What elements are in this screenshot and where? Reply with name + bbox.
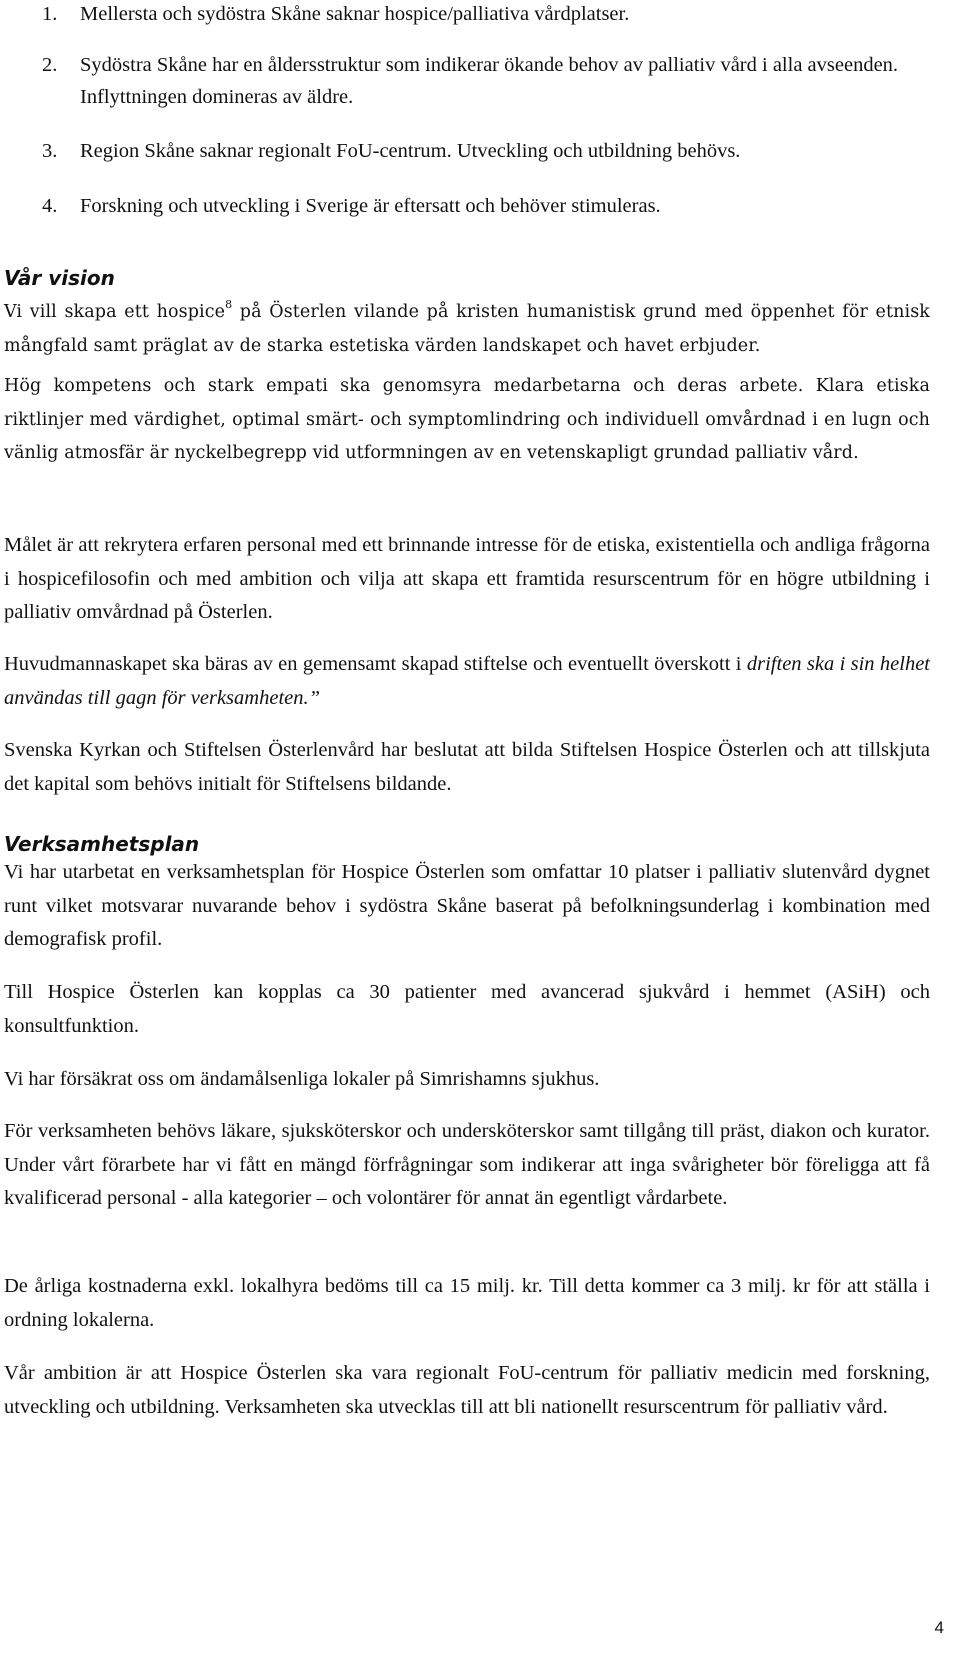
vision-paragraph-5: Svenska Kyrkan och Stiftelsen Österlenvård har beslutat att bilda Stiftelsen Hospice Österlen och att tillskjuta det kapital som behövs initialt för Stiftelsens bildande. xyxy=(4,739,930,795)
list-item xyxy=(42,49,938,113)
plan-paragraph-4: För verksamheten behövs läkare, sjuksköterskor och undersköterskor samt tillgång till präst, diakon och kurator. Under vårt förarbete har vi fått en mängd förfrågningar som indikerar att inga svårigheter bör föreligga att få kvalificerad personal - alla kategorier – och volontärer för annat än egentligt vårdarbete. xyxy=(4,1120,930,1209)
plan-heading: Verksamhetsplan xyxy=(4,832,200,856)
plan-paragraph-1: Vi har utarbetat en verksamhetsplan för Hospice Österlen som omfattar 10 platser i palliativ slutenvård dygnet runt vilket motsvarar nuvarande behov i sydöstra Skåne baserat på befolkningsunderlag i kombination med demografisk profil. xyxy=(4,861,930,950)
vision-paragraph-2: Hög kompetens och stark empati ska genomsyra medarbetarna och deras arbete. Klara etiska riktlinjer med värdighet, optimal smärt- och symptomlindring och individuell omvårdnad i en lugn och vänlig atmosfär är nyckelbegrepp vid utformningen av en vetenskapligt grundad palliativ vård. xyxy=(4,376,930,463)
plan-paragraph-3: Vi har försäkrat oss om ändamålsenliga lokaler på Simrishamns sjukhus. xyxy=(4,1068,600,1090)
list-text: Forskning och utveckling i Sverige är eftersatt och behöver stimuleras. xyxy=(80,195,661,217)
list-number: 2. xyxy=(42,54,58,76)
plan-paragraph-5: De årliga kostnaderna exkl. lokalhyra bedöms till ca 15 milj. kr. Till detta kommer ca 3 milj. kr för att ställa i ordning lokalerna. xyxy=(4,1275,930,1331)
list-number: 1. xyxy=(42,3,58,25)
list-item xyxy=(42,0,938,31)
vision-paragraph-3: Målet är att rekrytera erfaren personal med ett brinnande intresse för de etiska, existentiella och andliga frågorna i hospicefilosofin och med ambition och vilja att skapa ett framtida resurscentrum för en högre utbildning i palliativ omvårdnad på Österlen. xyxy=(4,534,930,623)
list-item xyxy=(42,135,938,168)
list-number: 3. xyxy=(42,140,58,162)
page-number: 4 xyxy=(934,1618,944,1637)
plan-paragraph-6: Vår ambition är att Hospice Österlen ska vara regionalt FoU-centrum för palliativ medicin med forskning, utveckling och utbildning. Verksamheten ska utvecklas till att bli nationellt resurscentrum för palliativ vård. xyxy=(4,1362,930,1418)
vision-heading: Vår vision xyxy=(4,266,115,290)
list-text: Region Skåne saknar regionalt FoU-centrum. Utveckling och utbildning behövs. xyxy=(80,140,741,162)
footnote-ref: 8 xyxy=(225,298,233,311)
vision-paragraph-1: Vi vill skapa ett hospice$^8$ på Österlen vilande på kristen humanistisk grund med öppenhet för etnisk mångfald samt präglat av de starka estetiska värden landskapet och havet erbjuder. xyxy=(4,298,930,356)
vision-paragraph-4: Huvudmannaskapet ska bäras av en gemensamt skapad stiftelse och eventuellt överskott i driften ska i sin helhet användas till gagn för verksamheten.” xyxy=(4,653,931,709)
plan-paragraph-2: Till Hospice Österlen kan kopplas ca 30 patienter med avancerad sjukvård i hemmet (ASiH) och konsultfunktion. xyxy=(4,981,930,1037)
list-number: 4. xyxy=(42,195,58,217)
list-text: Sydöstra Skåne har en åldersstruktur som indikerar ökande behov av palliativ vård i alla avseenden. Inflyttningen domineras av äldre. xyxy=(80,54,899,108)
list-item xyxy=(42,190,938,223)
list-text: Mellersta och sydöstra Skåne saknar hospice/palliativa vårdplatser. xyxy=(80,3,630,25)
numbered-list xyxy=(42,0,938,223)
